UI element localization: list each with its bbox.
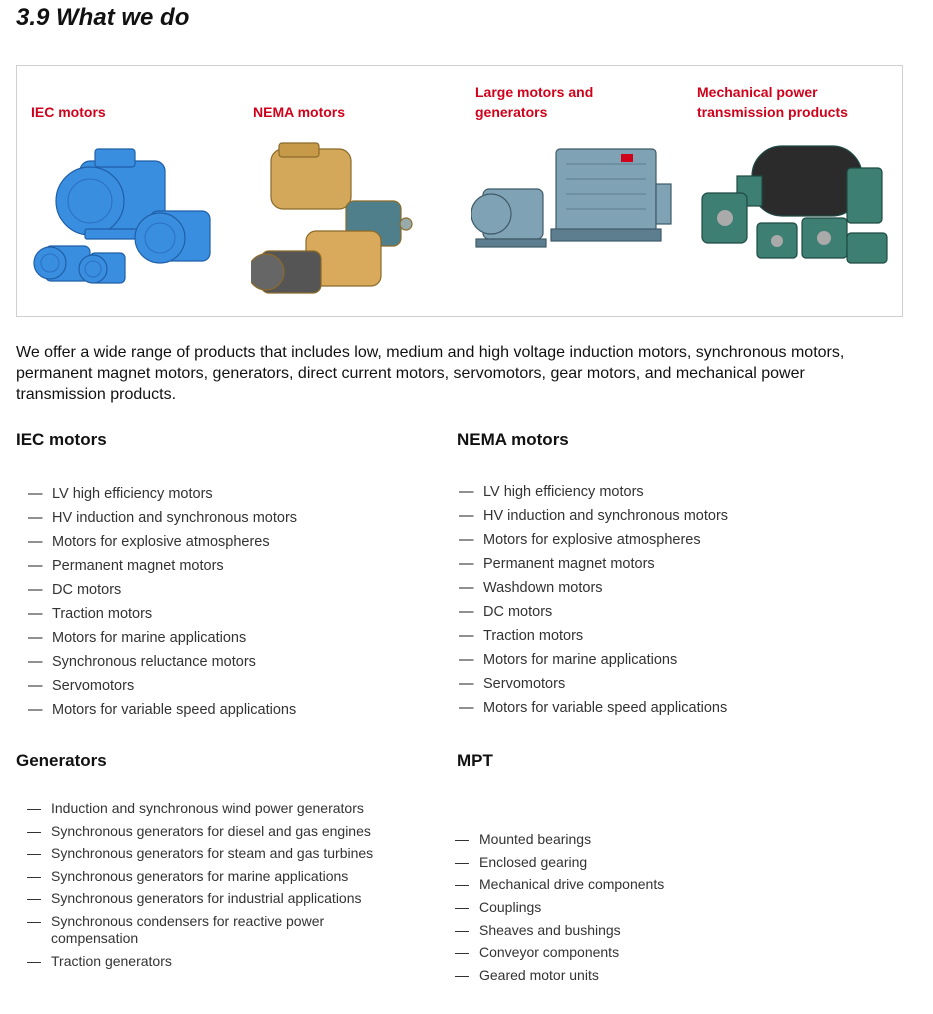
list-item: — Mounted bearings: [455, 830, 664, 853]
mpt-heading: MPT: [457, 751, 493, 770]
card-title: NEMA motors: [253, 104, 346, 120]
list-item: — LV high efficiency motors: [459, 482, 728, 506]
list-item: — Motors for marine applications: [28, 628, 297, 652]
mpt-list: [455, 830, 664, 989]
list-item: — DC motors: [459, 602, 728, 626]
list-item: — Couplings: [455, 898, 664, 921]
list-item: — Traction generators: [27, 953, 387, 971]
list-item: — Induction and synchronous wind power generators: [27, 800, 387, 818]
list-item: — HV induction and synchronous motors: [459, 506, 728, 530]
nema-motors-list: [459, 482, 728, 722]
card-iec-motors: [17, 66, 237, 316]
card-mpt-products: [683, 66, 902, 316]
list-item: — Motors for explosive atmospheres: [459, 530, 728, 554]
list-item: — Synchronous generators for diesel and gas engines: [27, 823, 387, 841]
card-large-motors: [461, 66, 681, 316]
mpt-products-image: [697, 138, 897, 273]
card-title: Large motors and generators: [475, 84, 594, 120]
list-item: — Synchronous generators for marine applications: [27, 868, 387, 886]
list-item: — Traction motors: [28, 604, 297, 628]
list-item: — Synchronous generators for industrial applications: [27, 890, 387, 908]
page-title: 3.9 What we do: [16, 4, 190, 31]
list-item: — Motors for variable speed applications: [459, 698, 728, 722]
card-nema-motors: [239, 66, 459, 316]
list-item: — Sheaves and bushings: [455, 921, 664, 944]
list-item: — Synchronous generators for steam and gas turbines: [27, 845, 387, 863]
generators-heading: Generators: [16, 751, 107, 770]
card-title: IEC motors: [31, 104, 106, 120]
list-item: — Permanent magnet motors: [28, 556, 297, 580]
list-item: — Synchronous reluctance motors: [28, 652, 297, 676]
list-item: — DC motors: [28, 580, 297, 604]
list-item: — Permanent magnet motors: [459, 554, 728, 578]
iec-motors-list: [28, 484, 297, 724]
list-item: — Geared motor units: [455, 966, 664, 989]
list-item: — Washdown motors: [459, 578, 728, 602]
nema-motors-image: [251, 141, 451, 301]
list-item: — Servomotors: [459, 674, 728, 698]
list-item: — HV induction and synchronous motors: [28, 508, 297, 532]
product-categories-panel: [16, 65, 903, 317]
list-item: — Enclosed gearing: [455, 853, 664, 876]
list-item: — Synchronous condensers for reactive power compensation: [27, 913, 387, 948]
intro-paragraph: We offer a wide range of products that includes low, medium and high voltage induction motors, synchronous motors, permanent magnet motors, generators, direct current motors, servomotors, gear motors, and mechanical power transmission products.: [16, 344, 845, 403]
generators-list: [27, 800, 387, 975]
list-item: — Conveyor components: [455, 943, 664, 966]
list-item: — Servomotors: [28, 676, 297, 700]
card-title: Mechanical power transmission products: [697, 84, 848, 120]
list-item: — Mechanical drive components: [455, 875, 664, 898]
iec-motors-heading: IEC motors: [16, 430, 107, 449]
list-item: — Motors for explosive atmospheres: [28, 532, 297, 556]
list-item: — Motors for variable speed applications: [28, 700, 297, 724]
large-motors-image: [471, 144, 676, 254]
list-item: — Motors for marine applications: [459, 650, 728, 674]
nema-motors-heading: NEMA motors: [457, 430, 569, 449]
iec-motors-image: [25, 141, 230, 291]
list-item: — Traction motors: [459, 626, 728, 650]
list-item: — LV high efficiency motors: [28, 484, 297, 508]
